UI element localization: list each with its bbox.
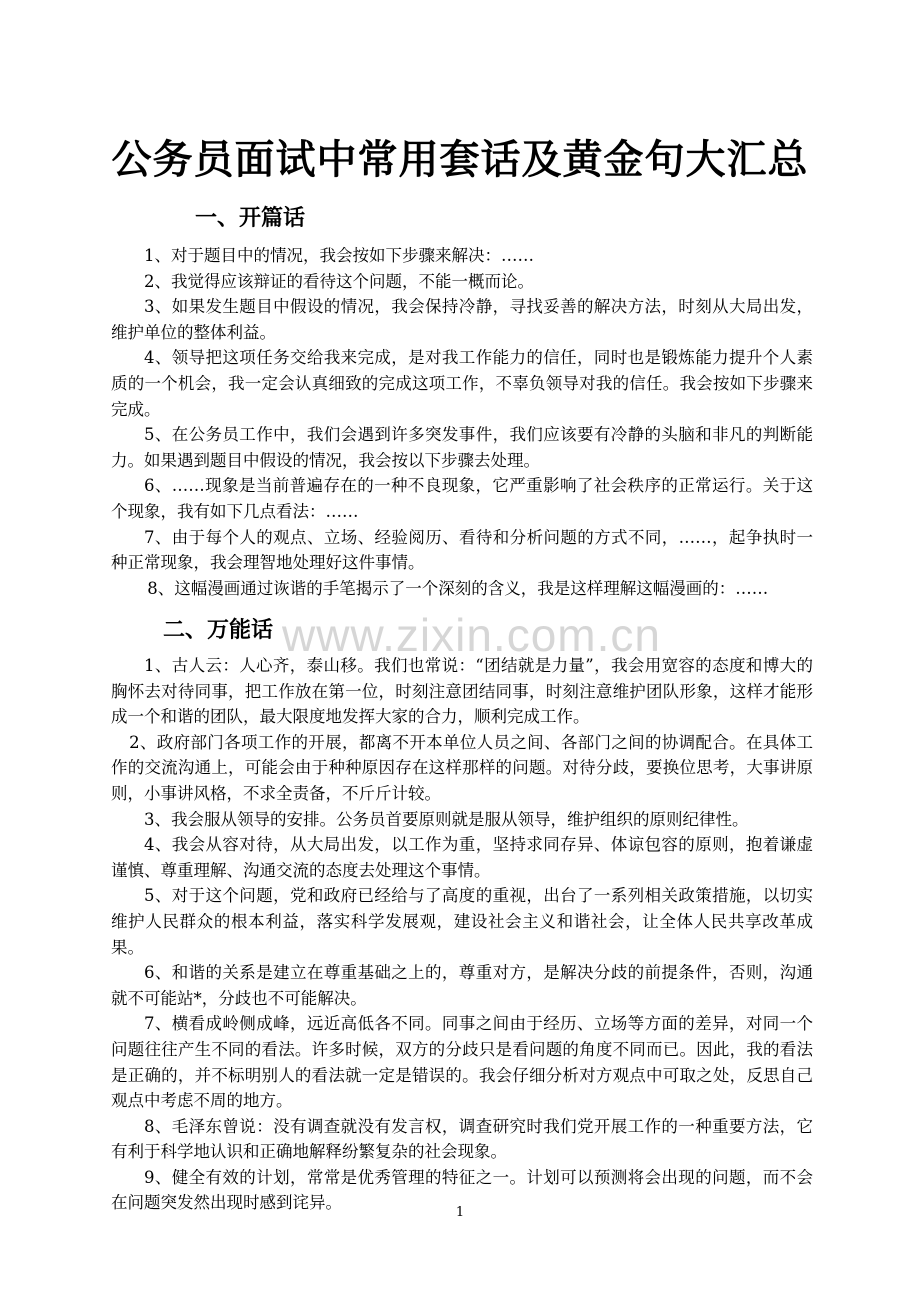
paragraph: 9、健全有效的计划，常常是优秀管理的特征之一。计划可以预测将会出现的问题，而不会在问题突发然出现时感到诧异。 <box>111 1167 813 1213</box>
paragraph: 3、如果发生题目中假设的情况，我会保持冷静，寻找妥善的解决方法，时刻从大局出发，维护单位的整体利益。 <box>111 297 813 342</box>
section-heading-opening: 一、开篇话 <box>195 206 306 231</box>
watermark: www.zixin.com.cn <box>282 609 661 661</box>
page-number: 1 <box>455 1205 465 1220</box>
paragraph: 5、对于这个问题，党和政府已经给与了高度的重视，出台了一系列相关政策措施，以切实维护人民群众的根本利益，落实科学发展观，建设社会主义和谐社会，让全体人民共享改革成果。 <box>111 886 813 957</box>
paragraph: 7、横看成岭侧成峰，远近高低各不同。同事之间由于经历、立场等方面的差异，对同一个问题往往产生不同的看法。许多时候，双方的分歧只是看问题的角度不同而已。因此，我的看法是正确的，并不标明别人的看法就一定是错误的。我会仔细分析对方观点中可取之处，反思自己观点中考虑不周的地方。 <box>111 1014 813 1111</box>
paragraph: 6、和谐的关系是建立在尊重基础之上的，尊重对方，是解决分歧的前提条件，否则，沟通就不可能站*，分歧也不可能解决。 <box>111 963 813 1008</box>
paragraph: 1、对于题目中的情况，我会按如下步骤来解决：…… <box>144 246 534 265</box>
paragraph: 2、政府部门各项工作的开展，都离不开本单位人员之间、各部门之间的协调配合。在具体工作的交流沟通上，可能会由于种种原因存在这样那样的问题。对待分歧，要换位思考，大事讲原则，小事讲风格，不求全责备，不斤斤计较。 <box>111 732 813 803</box>
paragraph: 6、……现象是当前普遍存在的一种不良现象，它严重影响了社会秩序的正常运行。关于这个现象，我有如下几点看法：…… <box>111 476 813 521</box>
section-heading-universal: 二、万能话 <box>163 618 274 643</box>
paragraph: 4、领导把这项任务交给我来完成，是对我工作能力的信任，同时也是锻炼能力提升个人素质的一个机会，我一定会认真细致的完成这项工作，不辜负领导对我的信任。我会按如下步骤来完成。 <box>111 348 813 419</box>
paragraph: 2、我觉得应该辩证的看待这个问题，不能一概而论。 <box>144 271 534 291</box>
paragraph: 8、这幅漫画通过诙谐的手笔揭示了一个深刻的含义，我是这样理解这幅漫画的：…… <box>147 578 769 598</box>
section-opening-body <box>111 243 813 601</box>
paragraph: 4、我会从容对待，从大局出发，以工作为重，坚持求同存异、体谅包容的原则，抱着谦虚谨慎、尊重理解、沟通交流的态度去处理这个事情。 <box>111 835 813 880</box>
paragraph: 5、在公务员工作中，我们会遇到许多突发事件，我们应该要有冷静的头脑和非凡的判断能力。如果遇到题目中假设的情况，我会按以下步骤去处理。 <box>111 425 813 470</box>
section-universal-body <box>111 653 813 1216</box>
paragraph: 7、由于每个人的观点、立场、经验阅历、看待和分析问题的方式不同，……，起争执时一种正常现象，我会理智地处理好这件事情。 <box>111 527 813 573</box>
document-title: 公务员面试中常用套话及黄金句大汇总 <box>111 137 809 183</box>
paragraph: 8、毛泽东曾说：没有调查就没有发言权，调查研究时我们党开展工作的一种重要方法，它有利于科学地认识和正确地解释纷繁复杂的社会现象。 <box>111 1116 813 1162</box>
paragraph: 1、古人云：人心齐，泰山移。我们也常说：“团结就是力量”，我会用宽容的态度和博大的胸怀去对待同事，把工作放在第一位，时刻注意团结同事，时刻注意维护团队形象，这样才能形成一个和谐的团队，最大限度地发挥大家的合力，顺利完成工作。 <box>111 656 813 727</box>
paragraph: 3、我会服从领导的安排。公务员首要原则就是服从领导，维护组织的原则纪律性。 <box>144 809 749 829</box>
